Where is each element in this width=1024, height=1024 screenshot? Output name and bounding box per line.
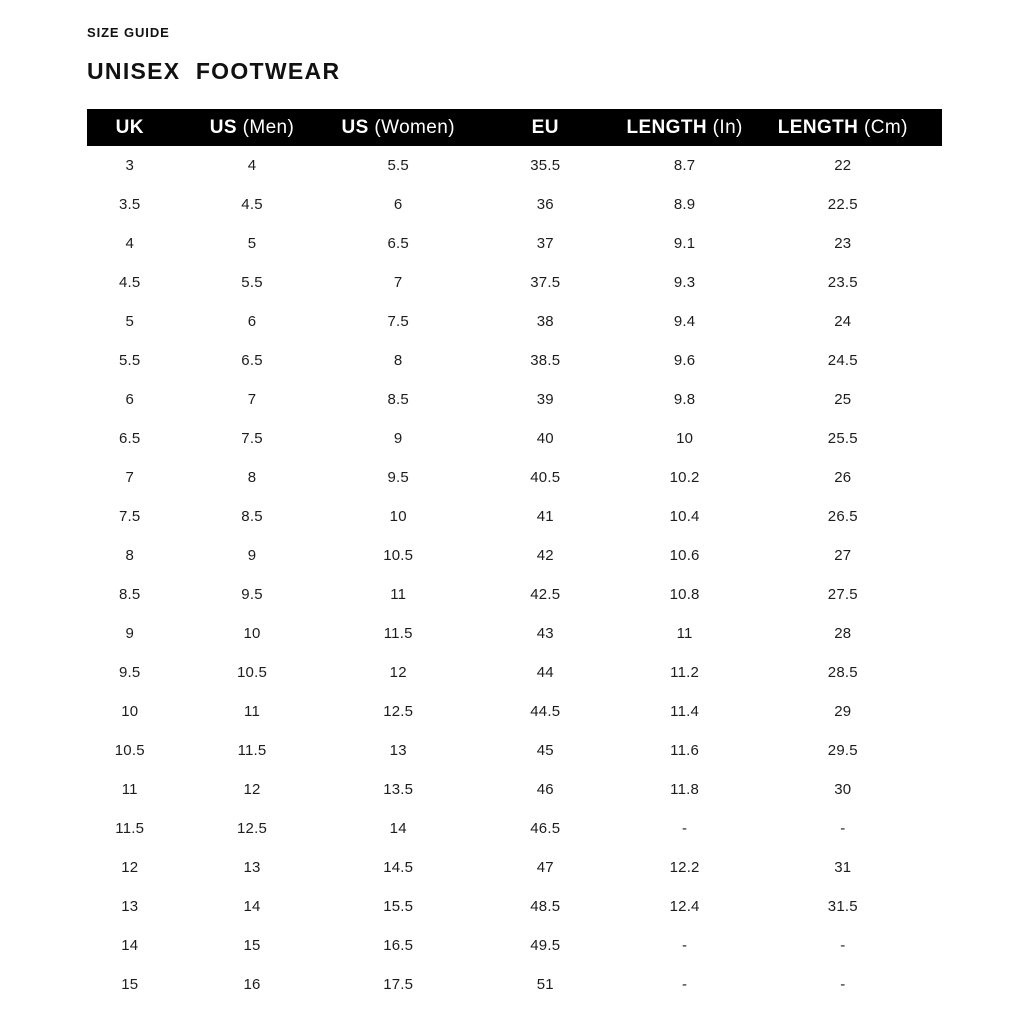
size-cell: 40 [536,430,554,447]
table-row [87,926,942,965]
size-cell: 49.5 [530,937,561,954]
size-cell: 48.5 [530,898,561,915]
size-cell: 35.5 [530,157,561,174]
size-cell: 10 [676,430,694,447]
size-cell: 5.5 [387,157,409,174]
size-cell: 30 [834,781,852,798]
size-cell: 9.4 [673,313,696,330]
table-row [87,419,942,458]
size-cell: 4 [125,235,135,252]
size-cell: 44 [536,664,554,681]
size-cell: 5 [125,313,135,330]
size-cell: 10 [243,625,261,642]
column-header-length-in: LENGTH (In) [626,116,743,138]
size-cell: 22 [834,157,852,174]
size-cell: 12.4 [669,898,700,915]
size-cell: 9 [393,430,403,447]
size-cell: 9.6 [673,352,696,369]
size-cell: 26.5 [827,508,858,525]
size-cell: - [840,976,846,993]
table-row [87,185,942,224]
size-cell: 38 [536,313,554,330]
size-cell: 11.2 [670,664,700,681]
size-cell: 7.5 [119,508,141,525]
table-header-row [87,109,942,146]
size-cell: 13.5 [383,781,414,798]
size-cell: 13 [121,898,139,915]
size-cell: 41 [536,508,554,525]
size-cell: 5 [247,235,257,252]
size-cell: 28 [834,625,852,642]
size-cell: 8 [247,469,257,486]
table-row [87,497,942,536]
size-cell: 10.5 [114,742,145,759]
size-cell: 5.5 [241,274,263,291]
table-row [87,770,942,809]
size-cell: 10.5 [383,547,414,564]
size-cell: 25.5 [827,430,858,447]
size-cell: 7 [247,391,257,408]
size-cell: 10 [389,508,407,525]
size-cell: 11 [676,625,693,642]
size-cell: - [840,937,846,954]
size-cell: 3 [125,157,135,174]
size-cell: 16.5 [383,937,414,954]
table-row [87,458,942,497]
table-row [87,263,942,302]
size-cell: 24.5 [827,352,858,369]
size-cell: 39 [536,391,554,408]
size-cell: 6 [393,196,403,213]
size-cell: 9 [247,547,257,564]
size-cell: 29 [834,703,852,720]
size-cell: 11.6 [670,742,700,759]
size-cell: 15.5 [383,898,414,915]
size-cell: 25 [834,391,852,408]
size-cell: 37.5 [530,274,561,291]
size-cell: 8.5 [119,586,141,603]
column-header-eu: EU [531,116,559,138]
column-header-length-cm: LENGTH (Cm) [777,116,908,138]
size-cell: 38.5 [530,352,561,369]
table-row [87,302,942,341]
unisex-footwear-size-table [87,109,942,1004]
column-header-us-men: US (Men) [209,116,295,138]
size-cell: 14 [243,898,261,915]
table-row [87,731,942,770]
column-header-us-women: US (Women) [341,116,455,138]
size-cell: 10.8 [669,586,700,603]
size-cell: 26 [834,469,852,486]
size-cell: 13 [243,859,261,876]
size-cell: 31 [834,859,852,876]
size-cell: 47 [536,859,554,876]
size-cell: 14.5 [383,859,414,876]
size-cell: 31.5 [827,898,858,915]
size-cell: 11.5 [237,742,267,759]
size-cell: - [682,820,688,837]
size-cell: 4.5 [119,274,141,291]
size-cell: 9.5 [119,664,141,681]
size-cell: - [682,976,688,993]
table-row [87,848,942,887]
size-cell: 8.9 [673,196,696,213]
size-cell: 27 [834,547,852,564]
size-cell: 6.5 [119,430,141,447]
size-cell: 9 [125,625,135,642]
size-cell: 10.4 [669,508,700,525]
table-row [87,536,942,575]
size-cell: 6 [247,313,257,330]
size-cell: 51 [536,976,554,993]
size-cell: 29.5 [827,742,858,759]
size-cell: 7.5 [241,430,263,447]
size-cell: 10.6 [669,547,700,564]
size-cell: 11 [390,586,407,603]
table-row [87,380,942,419]
size-cell: 17.5 [383,976,414,993]
size-cell: 37 [536,235,554,252]
size-cell: 36 [536,196,554,213]
size-cell: 12.5 [383,703,414,720]
size-cell: 4.5 [241,196,263,213]
table-row [87,575,942,614]
table-row [87,614,942,653]
size-cell: 10 [121,703,139,720]
table-row [87,809,942,848]
size-cell: - [682,937,688,954]
size-guide-label: SIZE GUIDE [87,25,170,40]
size-cell: 8 [125,547,135,564]
size-cell: 11.5 [115,820,145,837]
size-cell: 44.5 [530,703,561,720]
size-cell: 11.8 [670,781,700,798]
size-cell: 46.5 [530,820,561,837]
size-cell: 27.5 [827,586,858,603]
size-cell: 8.7 [673,157,696,174]
size-cell: 12 [121,859,139,876]
page-title: UNISEX FOOTWEAR [87,58,341,84]
size-cell: 11.5 [383,625,413,642]
size-cell: 45 [536,742,554,759]
size-cell: 8 [393,352,403,369]
column-header-uk: UK [115,116,144,138]
size-cell: 7 [393,274,403,291]
size-cell: 10.5 [237,664,267,681]
size-cell: 43 [536,625,554,642]
size-cell: 23.5 [827,274,858,291]
size-cell: 5.5 [119,352,141,369]
size-cell: 22.5 [827,196,858,213]
size-cell: 28.5 [827,664,858,681]
size-cell: 40.5 [530,469,561,486]
table-row [87,653,942,692]
size-cell: 42.5 [530,586,561,603]
size-cell: 12 [389,664,407,681]
size-cell: 3.5 [119,196,141,213]
size-cell: 9.1 [673,235,696,252]
table-row [87,965,942,1004]
size-cell: 6.5 [241,352,263,369]
size-cell: 6 [125,391,135,408]
size-cell: 4 [247,157,257,174]
size-cell: 16 [243,976,261,993]
size-cell: 9.3 [673,274,696,291]
size-cell: 12.5 [237,820,267,837]
size-cell: 23 [834,235,852,252]
table-row [87,146,942,185]
size-cell: 11 [121,781,138,798]
table-row [87,887,942,926]
size-cell: 14 [121,937,139,954]
table-row [87,224,942,263]
size-cell: 15 [243,937,261,954]
size-cell: 7 [125,469,135,486]
size-cell: 11 [244,703,260,720]
size-cell: 9.5 [241,586,263,603]
size-cell: 15 [121,976,139,993]
table-row [87,341,942,380]
size-cell: 9.5 [387,469,409,486]
size-cell: 6.5 [387,235,409,252]
table-row [87,692,942,731]
size-cell: 46 [536,781,554,798]
size-cell: 9.8 [673,391,696,408]
size-cell: 12 [243,781,261,798]
size-cell: 42 [536,547,554,564]
size-cell: 10.2 [669,469,700,486]
size-cell: 8.5 [387,391,409,408]
size-cell: 7.5 [387,313,409,330]
size-cell: 24 [834,313,852,330]
size-cell: 8.5 [241,508,263,525]
size-cell: 12.2 [669,859,700,876]
size-cell: 14 [389,820,407,837]
size-cell: - [840,820,846,837]
size-cell: 13 [389,742,407,759]
size-cell: 11.4 [670,703,700,720]
